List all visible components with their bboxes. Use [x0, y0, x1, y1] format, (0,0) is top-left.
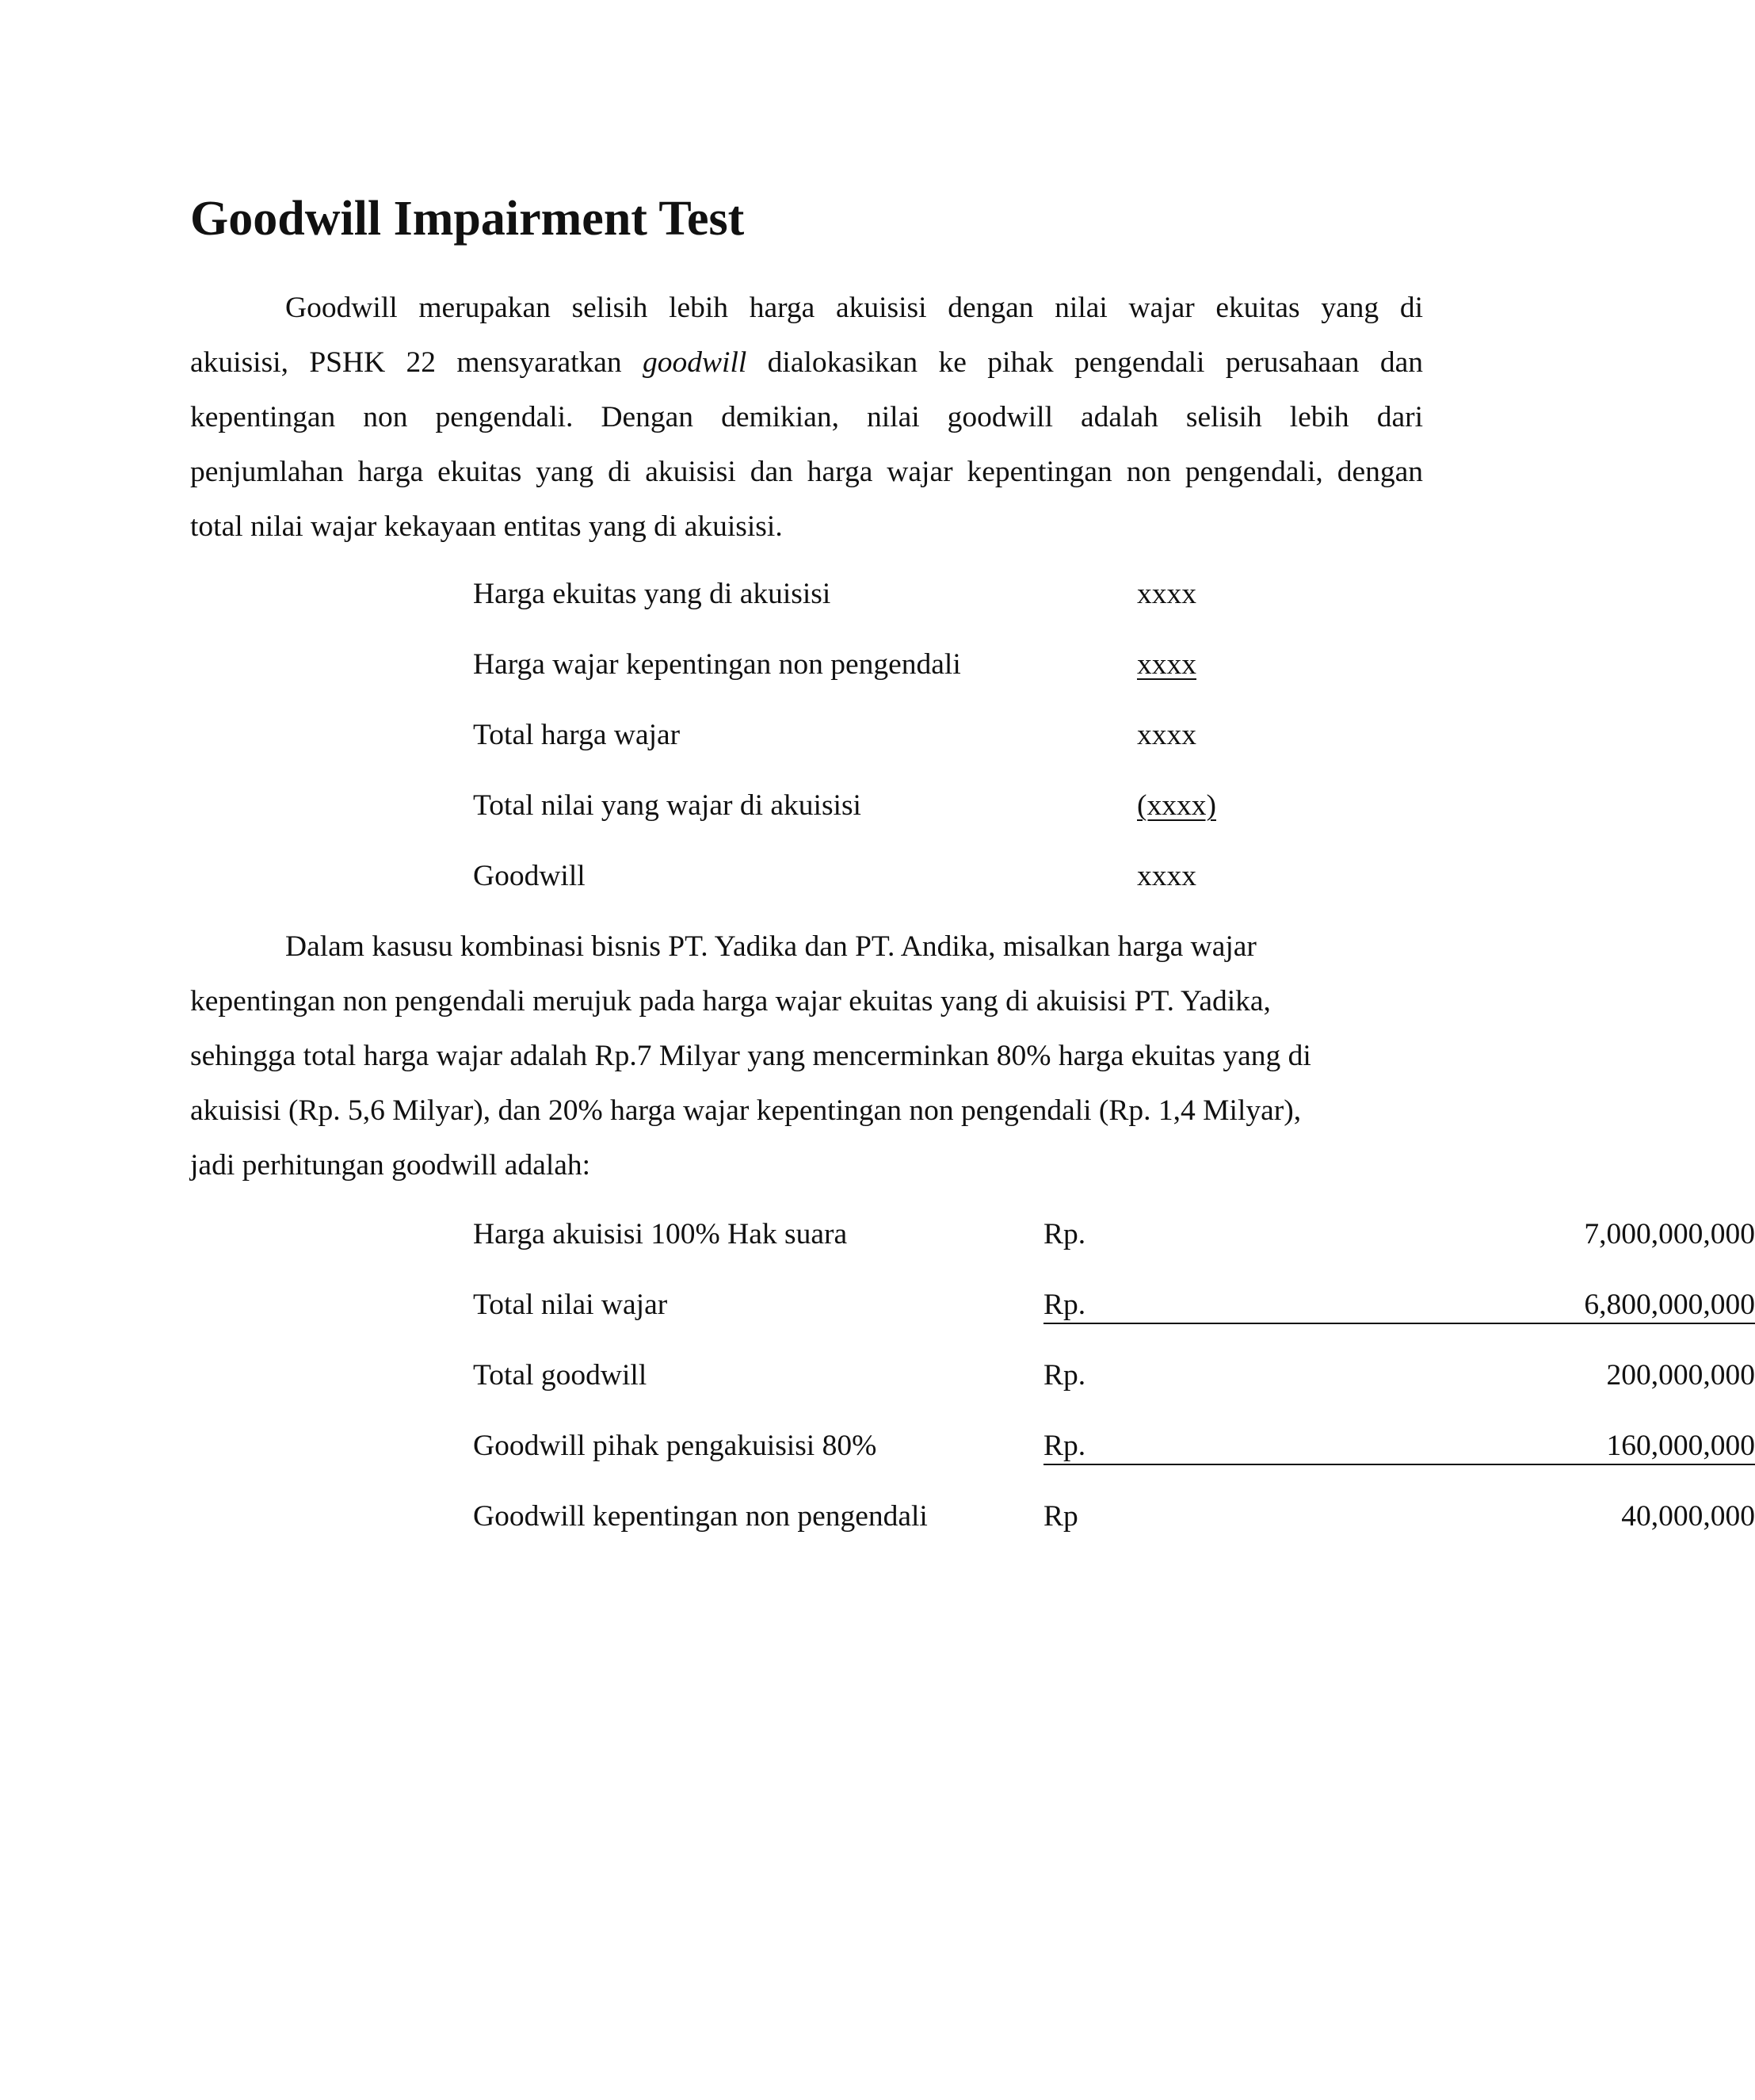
- paragraph-case-example: [190, 919, 1423, 1193]
- currency-label: Rp.: [1043, 1359, 1086, 1392]
- currency-label: Rp: [1043, 1500, 1078, 1533]
- paragraph-goodwill-definition: [190, 281, 1423, 554]
- amount-value: 40,000,000: [1621, 1500, 1755, 1533]
- row-value: xxxx: [1137, 860, 1196, 892]
- paragraph-line: jadi perhitungan goodwill adalah:: [190, 1149, 591, 1182]
- currency-label: Rp.: [1043, 1289, 1086, 1321]
- currency-label: Rp.: [1043, 1218, 1086, 1250]
- row-label: Goodwill: [473, 860, 586, 892]
- paragraph-line: total nilai wajar kekayaan entitas yang di akuisisi.: [190, 510, 783, 543]
- paragraph-line: akuisisi (Rp. 5,6 Milyar), dan 20% harga wajar kepentingan non pengendali (Rp. 1,4 Milyar),: [190, 1094, 1302, 1127]
- paragraph-line: Dalam kasusu kombinasi bisnis PT. Yadika dan PT. Andika, misalkan harga wajar: [285, 930, 1257, 963]
- row-label: Harga wajar kepentingan non pengendali: [473, 648, 961, 681]
- page-title: Goodwill Impairment Test: [190, 192, 745, 246]
- currency-label: Rp.: [1043, 1430, 1086, 1462]
- amount-value: 7,000,000,000: [1584, 1218, 1755, 1250]
- amount-value: 160,000,000: [1606, 1430, 1755, 1462]
- row-value: xxxx: [1137, 578, 1196, 610]
- paragraph-line: penjumlahan harga ekuitas yang di akuisisi dan harga wajar kepentingan non pengendali, dengan: [190, 456, 1423, 488]
- row-label: Goodwill pihak pengakuisisi 80%: [473, 1430, 877, 1462]
- paragraph-line: kepentingan non pengendali. Dengan demikian, nilai goodwill adalah selisih lebih dari: [190, 401, 1423, 433]
- text-run: dialokasikan ke pihak pengendali perusahaan dan: [746, 346, 1423, 379]
- row-label: Total nilai wajar: [473, 1289, 668, 1321]
- amount-value: 6,800,000,000: [1584, 1289, 1755, 1321]
- paragraph-line: sehingga total harga wajar adalah Rp.7 Milyar yang mencerminkan 80% harga ekuitas yang di: [190, 1040, 1311, 1072]
- paragraph-line: kepentingan non pengendali merujuk pada harga wajar ekuitas yang di akuisisi PT. Yadika,: [190, 985, 1271, 1018]
- row-value: (xxxx): [1137, 789, 1216, 822]
- row-value: xxxx: [1137, 648, 1196, 681]
- text-run: akuisisi, PSHK 22 mensyaratkan: [190, 346, 643, 379]
- row-label: Total goodwill: [473, 1359, 647, 1392]
- paragraph-line: [190, 335, 1423, 390]
- row-value: xxxx: [1137, 719, 1196, 751]
- row-label: Harga akuisisi 100% Hak suara: [473, 1218, 848, 1250]
- row-label: Goodwill kepentingan non pengendali: [473, 1500, 928, 1533]
- italic-term: goodwill: [643, 346, 747, 379]
- row-label: Harga ekuitas yang di akuisisi: [473, 578, 831, 610]
- row-label: Total nilai yang wajar di akuisisi: [473, 789, 861, 822]
- row-label: Total harga wajar: [473, 719, 681, 751]
- paragraph-line: Goodwill merupakan selisih lebih harga akuisisi dengan nilai wajar ekuitas yang di: [285, 292, 1423, 324]
- amount-value: 200,000,000: [1606, 1359, 1755, 1392]
